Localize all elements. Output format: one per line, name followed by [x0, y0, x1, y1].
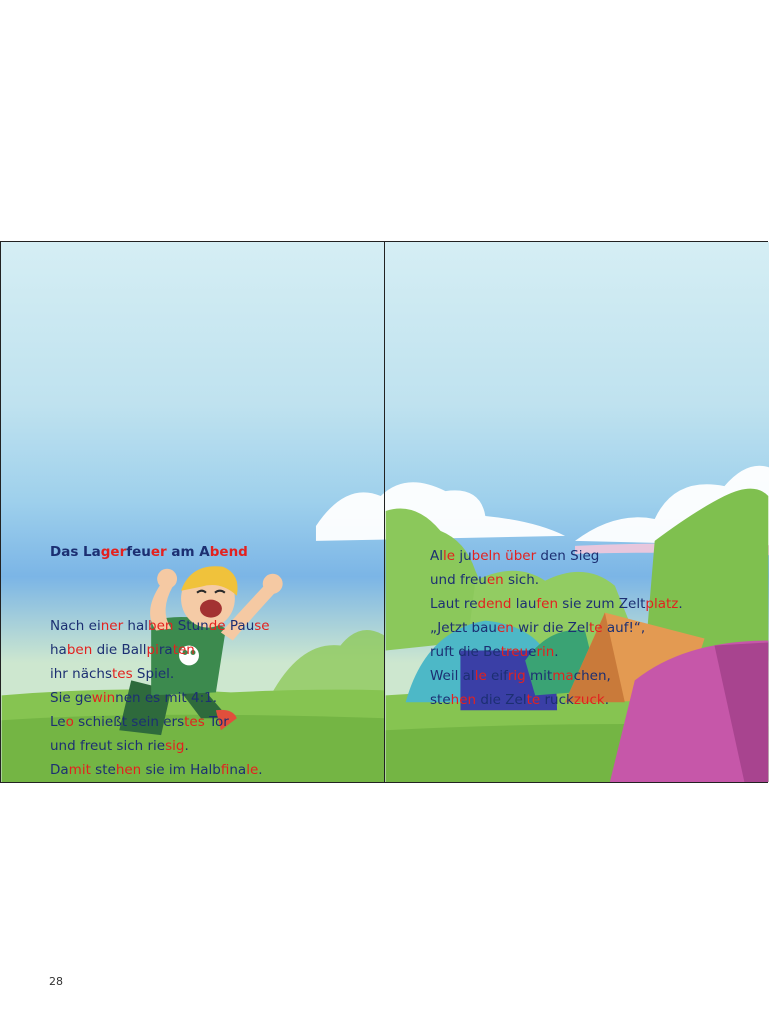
syllable: ruck [540, 692, 574, 708]
text-line [430, 616, 683, 640]
syllable: beln [471, 548, 501, 564]
syllable: Al [430, 548, 443, 564]
syllable: dend [477, 596, 512, 612]
syllable: mit [68, 762, 91, 778]
page-gutter [384, 242, 385, 782]
syllable: . [184, 738, 189, 754]
syllable: se [254, 618, 270, 634]
syllable: ben [66, 642, 93, 658]
text-line [430, 568, 683, 592]
syllable: ben [148, 618, 174, 634]
syllable: ju [455, 548, 472, 564]
syllable: de [208, 618, 226, 634]
story-title [50, 544, 248, 560]
syllable: . [258, 762, 263, 778]
syllable: . [604, 692, 610, 708]
text-line [50, 662, 270, 686]
syllable: hen [450, 692, 477, 708]
syllable: e [528, 644, 537, 660]
syllable: Pau [225, 618, 255, 634]
syllable: wir die Zel [513, 620, 589, 636]
syllable: auf!“, [602, 620, 646, 636]
text-line [50, 710, 270, 734]
syllable: Spiel. [132, 666, 175, 682]
syllable: na [229, 762, 247, 778]
syllable: sich. [503, 572, 540, 588]
text-line [430, 640, 683, 664]
syllable: sig [165, 738, 185, 754]
syllable: Sie ge [50, 690, 92, 706]
syllable: tes [184, 714, 205, 730]
text-line [50, 686, 270, 710]
syllable: pi [146, 642, 159, 658]
syllable: te [588, 620, 603, 636]
syllable: rin [536, 644, 555, 660]
right-story-text [430, 544, 683, 712]
syllable: le [474, 668, 487, 684]
syllable: Das La [50, 544, 101, 560]
syllable: A [199, 544, 210, 560]
syllable: fen [536, 596, 559, 612]
text-line [430, 664, 683, 688]
syllable: ten [172, 642, 195, 658]
syllable: und freu [430, 572, 487, 588]
syllable: chen, [573, 668, 611, 684]
syllable: ihr nächs [50, 666, 112, 682]
syllable: en [486, 572, 504, 588]
syllable: ste [430, 692, 451, 708]
syllable: ger [100, 544, 127, 560]
syllable: und freut sich rie [50, 738, 166, 754]
syllable: nen es mit 4:1. [115, 690, 217, 706]
syllable: . [554, 644, 559, 660]
syllable: am [166, 544, 200, 560]
text-line [50, 638, 270, 662]
syllable: zuck [573, 692, 605, 708]
syllable: lau [511, 596, 537, 612]
syllable: sie zum Zelt [558, 596, 646, 612]
syllable: win [91, 690, 116, 706]
syllable: rig [507, 668, 526, 684]
syllable: die Ball [92, 642, 147, 658]
syllable: Stun [173, 618, 209, 634]
syllable: fi [220, 762, 230, 778]
text-line [430, 544, 683, 568]
text-line [430, 688, 683, 712]
syllable: Weil al [430, 668, 475, 684]
syllable: Laut re [430, 596, 478, 612]
syllable: ste [90, 762, 116, 778]
syllable: eif [486, 668, 508, 684]
syllable: schießt sein ers [73, 714, 185, 730]
syllable: o [65, 714, 74, 730]
syllable: er [150, 544, 167, 560]
syllable: mit [525, 668, 553, 684]
syllable: die Zel [476, 692, 527, 708]
syllable: treu [500, 644, 529, 660]
syllable: hen [115, 762, 142, 778]
right-page [385, 242, 769, 782]
syllable: feu [126, 544, 151, 560]
syllable: den Sieg [536, 548, 600, 564]
syllable: tes [112, 666, 133, 682]
text-line [50, 734, 270, 758]
syllable: Le [50, 714, 66, 730]
left-story-text [50, 614, 270, 782]
syllable: en [496, 620, 514, 636]
syllable: ra [158, 642, 173, 658]
syllable: platz [645, 596, 679, 612]
syllable: le [443, 548, 456, 564]
syllable: ha [50, 642, 67, 658]
syllable: hal [123, 618, 148, 634]
syllable: ma [552, 668, 574, 684]
syllable: ruft die Be [430, 644, 501, 660]
syllable: über [500, 548, 537, 564]
syllable: Nach ei [50, 618, 101, 634]
syllable: bend [209, 544, 248, 560]
syllable: . [678, 596, 683, 612]
page-number: 28 [49, 975, 63, 988]
syllable: le [246, 762, 259, 778]
text-line [50, 758, 270, 782]
text-line [430, 592, 683, 616]
syllable: „Jetzt bau [430, 620, 497, 636]
text-line [50, 614, 270, 638]
syllable: ner [100, 618, 124, 634]
syllable: sie im Halb [141, 762, 221, 778]
syllable: te [526, 692, 541, 708]
syllable: Tor [204, 714, 229, 730]
book-spread [0, 241, 768, 988]
syllable: Da [50, 762, 69, 778]
